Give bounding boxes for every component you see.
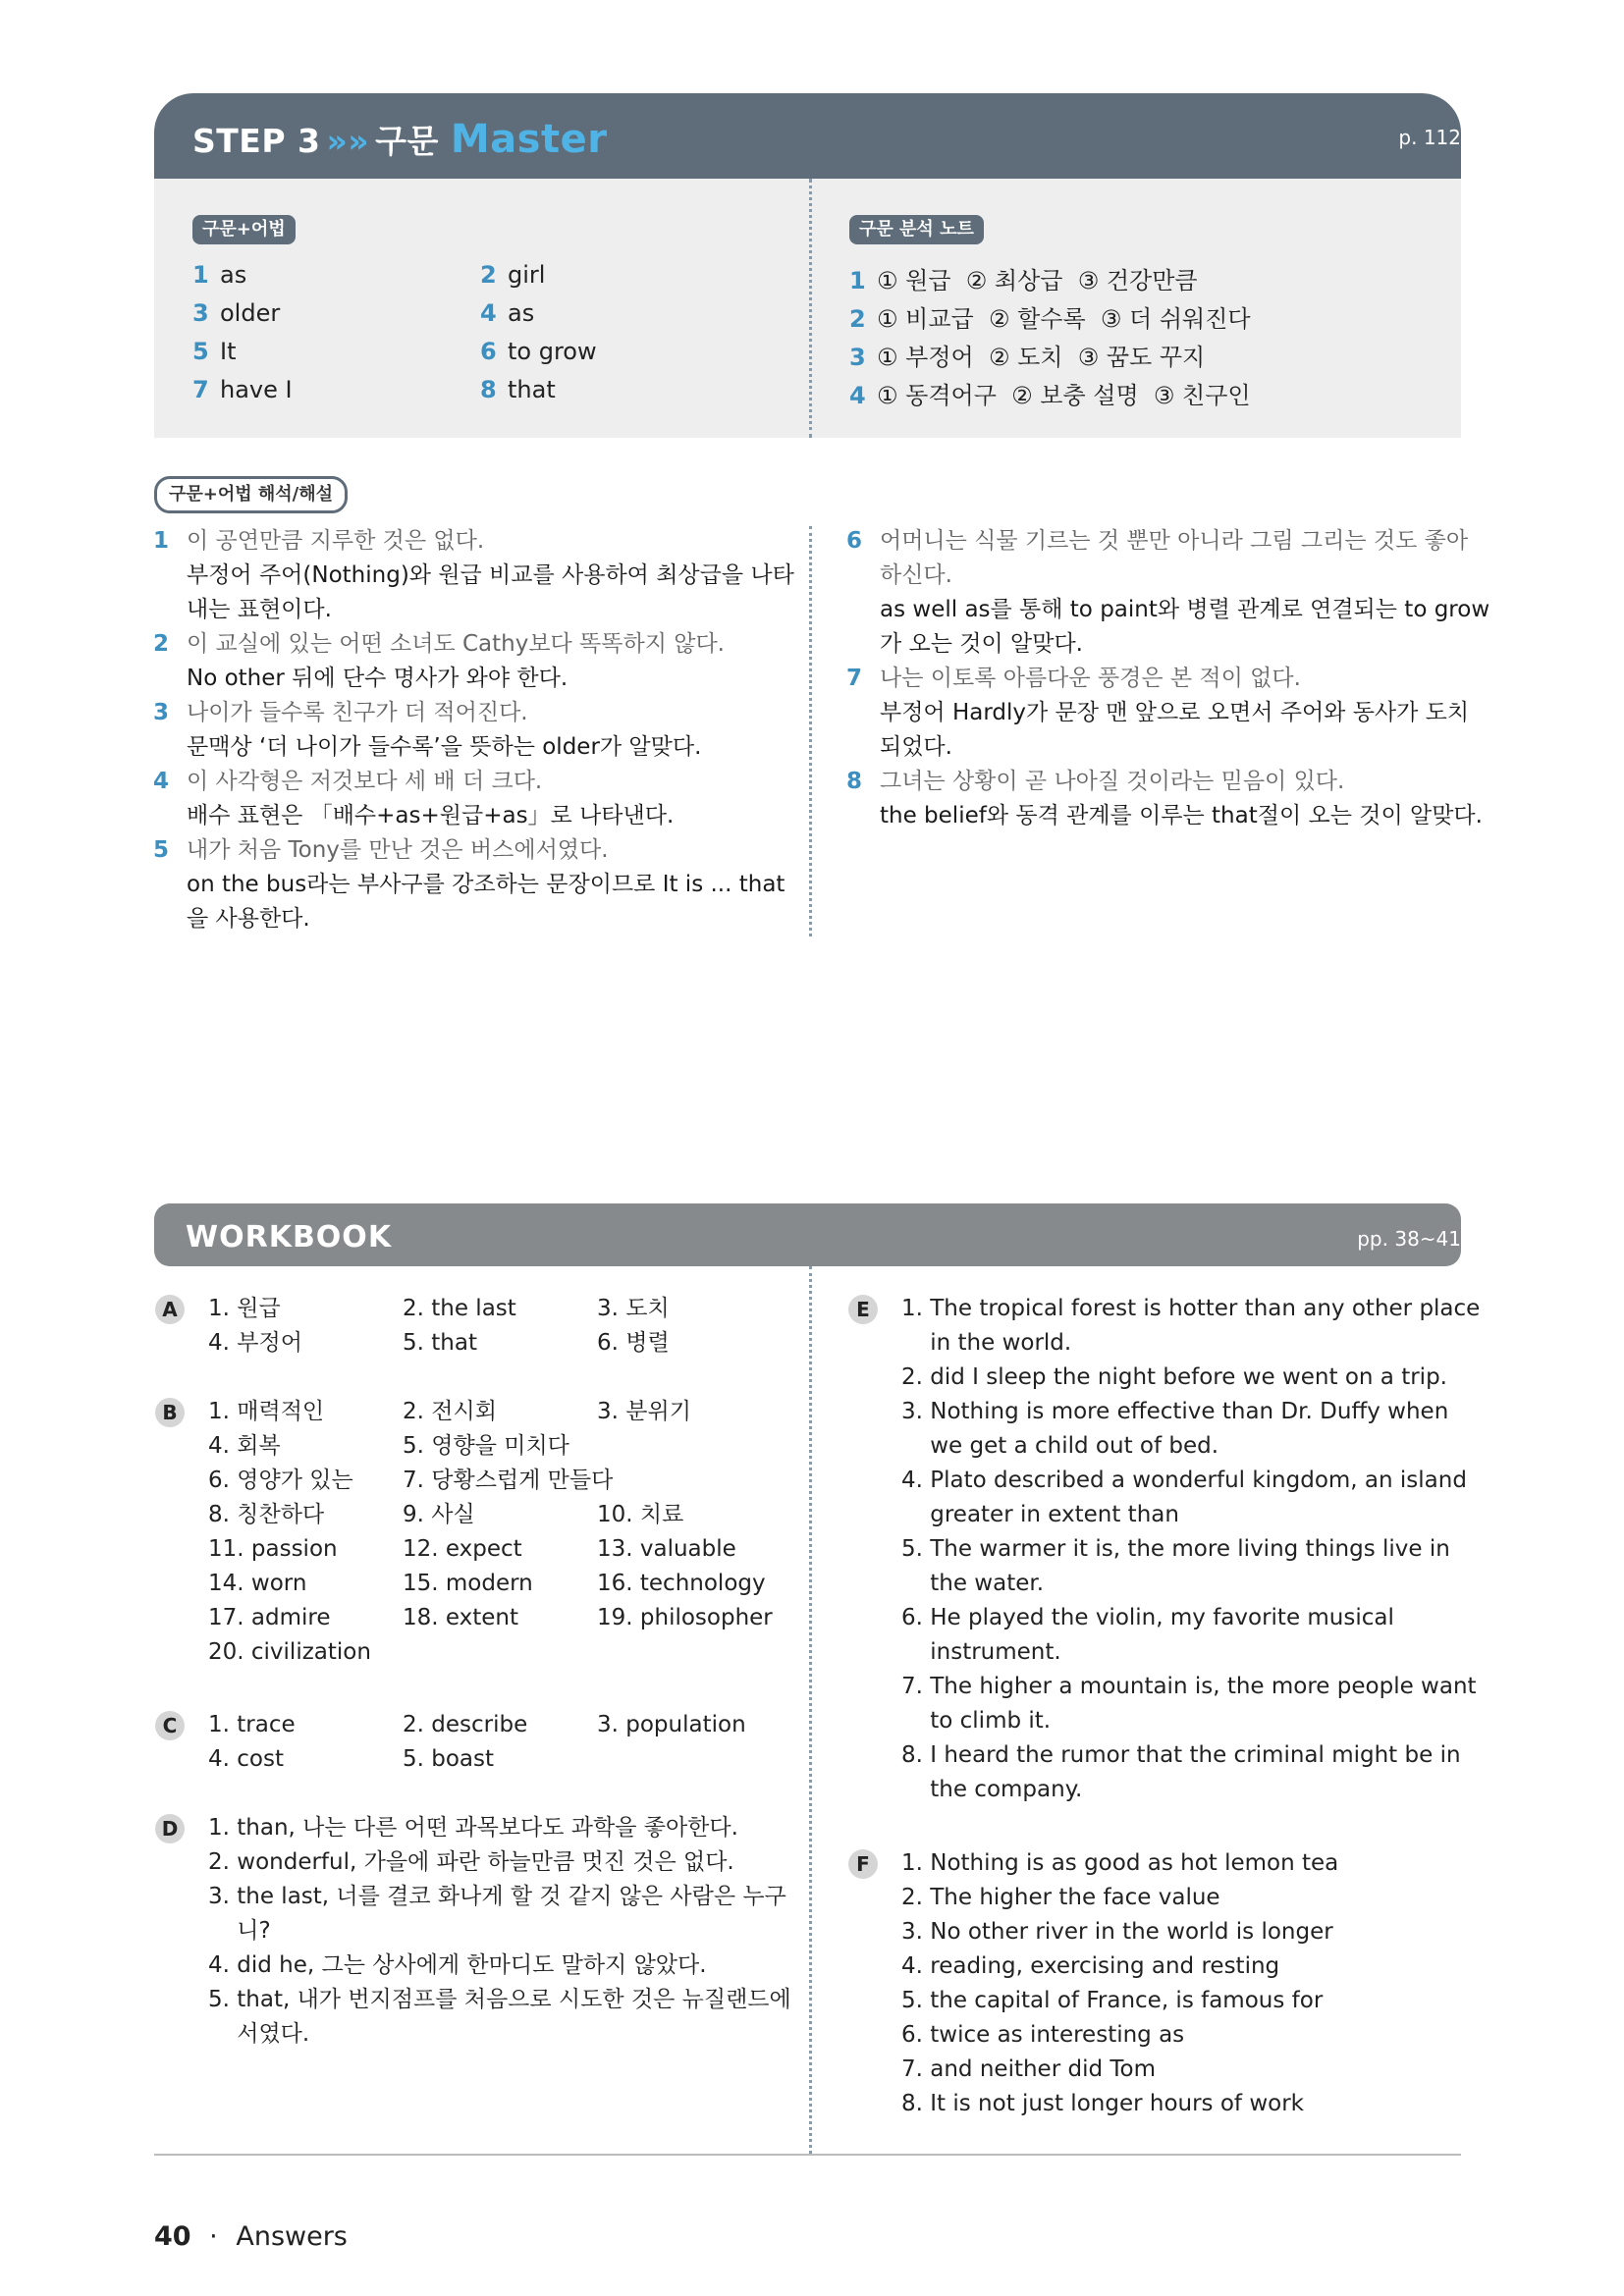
workbook-answer-item: 18. extent [403, 1605, 519, 1630]
workbook-answer-line: 1. The tropical forest is hotter than any other place [901, 1296, 1481, 1321]
answer-text: have I [220, 376, 293, 403]
translation-line: 이 공연만큼 지루한 것은 없다. [187, 528, 485, 554]
page-footer [154, 2221, 348, 2252]
workbook-answer-line: instrument. [901, 1639, 1061, 1665]
step3-answer-panel [154, 179, 1461, 438]
workbook-answer-line: the company. [901, 1777, 1083, 1802]
workbook-answer-item: 9. 사실 [403, 1502, 475, 1527]
workbook-answer-item: 2. the last [403, 1296, 516, 1321]
workbook-answer-item: 6. 영양가 있는 [208, 1468, 353, 1493]
explanation-number: 3 [153, 700, 170, 725]
grammar-answer-item [480, 299, 534, 327]
analysis-answer-item [849, 338, 1205, 372]
workbook-answer-line: 3. the last, 너를 결코 화나게 할 것 같지 않은 사람은 누구 [208, 1884, 786, 1909]
workbook-answer-item: 5. that [403, 1330, 477, 1356]
workbook-answer-line: to climb it. [901, 1708, 1052, 1734]
explain-pill: 구문+어법 해석/해설 [154, 476, 348, 513]
workbook-answer-line: the water. [901, 1571, 1045, 1596]
explanation-item [153, 696, 702, 765]
answer-number: 3 [192, 299, 209, 327]
step3-title [192, 116, 607, 162]
answer-number: 8 [480, 376, 497, 403]
answer-number: 6 [480, 338, 497, 365]
workbook-answer-item: 4. cost [208, 1746, 284, 1772]
section-c-badge: C [155, 1711, 185, 1740]
grammar-answer-item [480, 376, 556, 403]
answer-number: 4 [849, 382, 866, 409]
explain-divider [809, 526, 812, 936]
step-label: STEP 3 [192, 122, 321, 160]
explanation-number: 4 [153, 769, 170, 794]
workbook-answer-line: we get a child out of bed. [901, 1433, 1219, 1459]
explanation-item [153, 524, 794, 627]
answer-text: ① 부정어 ② 도치 ③ 꿈도 꾸지 [877, 344, 1206, 371]
explanation-line: the belief와 동격 관계를 이루는 that절이 오는 것이 알맞다. [880, 803, 1483, 828]
workbook-answer-item: 3. 도치 [597, 1296, 670, 1321]
grammar-answer-item [480, 338, 597, 365]
answer-number: 5 [192, 338, 209, 365]
workbook-answer-line: 6. twice as interesting as [901, 2022, 1185, 2048]
explanation-line: 문맥상 ‘더 나이가 들수록’을 뜻하는 older가 알맞다. [187, 734, 702, 760]
workbook-answer-item: 12. expect [403, 1536, 522, 1562]
answer-text: It [220, 338, 237, 365]
section-e-badge: E [848, 1295, 878, 1324]
analysis-answer-item [849, 376, 1251, 410]
grammar-answer-item [480, 261, 545, 289]
explanation-line: 내는 표현이다. [187, 597, 332, 622]
answer-text: ① 비교급 ② 할수록 ③ 더 쉬워진다 [877, 305, 1251, 333]
workbook-answer-item: 4. 회복 [208, 1433, 281, 1459]
workbook-answer-line: 8. I heard the rumor that the criminal might be in [901, 1742, 1461, 1768]
workbook-answer-item: 8. 칭찬하다 [208, 1502, 325, 1527]
workbook-answer-line: in the world. [901, 1330, 1072, 1356]
workbook-answer-line: 8. It is not just longer hours of work [901, 2091, 1304, 2116]
translation-line: 이 사각형은 저것보다 세 배 더 크다. [187, 769, 543, 794]
explanation-line: as well as를 통해 to paint와 병렬 관계로 연결되는 to grow [880, 597, 1490, 622]
workbook-answer-line: 4. reading, exercising and resting [901, 1953, 1280, 1979]
explanation-item [846, 765, 1483, 833]
workbook-answer-item: 10. 치료 [597, 1502, 684, 1527]
explanation-item [153, 627, 725, 696]
explanation-line: 가 오는 것이 알맞다. [880, 631, 1083, 657]
workbook-answer-line: 5. the capital of France, is famous for [901, 1988, 1324, 2013]
step3-divider [809, 179, 812, 438]
workbook-answer-line: 4. did he, 그는 상사에게 한마디도 말하지 않았다. [208, 1952, 707, 1978]
workbook-answer-item: 1. 매력적인 [208, 1399, 325, 1424]
workbook-answer-item: 2. 전시회 [403, 1399, 497, 1424]
translation-line: 나는 이토록 아름다운 풍경은 본 적이 없다. [880, 666, 1301, 691]
workbook-answer-item: 5. 영향을 미치다 [403, 1433, 569, 1459]
workbook-answer-line: 3. No other river in the world is longer [901, 1919, 1333, 1945]
workbook-answer-line: 2. wonderful, 가을에 파란 하늘만큼 멋진 것은 없다. [208, 1849, 734, 1875]
explanation-item [846, 662, 1470, 765]
double-chevron-icon: »» [326, 122, 370, 160]
explanation-number: 1 [153, 528, 170, 554]
explanation-item [846, 524, 1490, 662]
workbook-answer-item: 6. 병렬 [597, 1330, 670, 1356]
workbook-answer-item: 15. modern [403, 1571, 533, 1596]
page-number: 40 [154, 2221, 191, 2252]
grammar-answer-item [192, 338, 237, 365]
answer-number: 2 [849, 305, 866, 333]
explanation-number: 6 [846, 528, 863, 554]
workbook-title: WORKBOOK [186, 1220, 393, 1255]
workbook-answer-item: 17. admire [208, 1605, 331, 1630]
answer-text: to grow [508, 338, 597, 365]
section-f-badge: F [848, 1849, 878, 1879]
workbook-divider [809, 1266, 812, 2154]
workbook-answer-line: greater in extent than [901, 1502, 1179, 1527]
footer-rule [154, 2154, 1461, 2156]
step-title-master: Master [450, 117, 608, 162]
section-b-badge: B [155, 1398, 185, 1427]
step3-page-ref: p. 112 [1398, 126, 1461, 149]
workbook-answer-item: 11. passion [208, 1536, 338, 1562]
analysis-answer-item [849, 299, 1251, 334]
answer-text: as [508, 299, 535, 327]
explanation-item [153, 765, 675, 833]
workbook-answer-line: 6. He played the violin, my favorite musical [901, 1605, 1394, 1630]
workbook-answer-item: 4. 부정어 [208, 1330, 302, 1356]
explanation-line: 부정어 주어(Nothing)와 원급 비교를 사용하여 최상급을 나타 [187, 562, 794, 588]
translation-line: 하신다. [880, 562, 952, 588]
workbook-answer-item: 16. technology [597, 1571, 766, 1596]
translation-line: 내가 처음 Tony를 만난 것은 버스에서였다. [187, 837, 609, 863]
answer-text: ① 동격어구 ② 보충 설명 ③ 친구인 [877, 382, 1251, 409]
workbook-answer-line: 5. The warmer it is, the more living things live in [901, 1536, 1450, 1562]
answer-number: 7 [192, 376, 209, 403]
answer-text: that [508, 376, 556, 403]
grammar-answer-item [192, 376, 293, 403]
answer-number: 1 [849, 267, 866, 294]
workbook-answer-line: 5. that, 내가 번지점프를 처음으로 시도한 것은 뉴질랜드에 [208, 1987, 791, 2012]
answer-number: 1 [192, 261, 209, 289]
explanation-line: 되었다. [880, 734, 952, 760]
explanation-number: 2 [153, 631, 170, 657]
workbook-answer-item: 3. population [597, 1712, 746, 1737]
answer-text: older [220, 299, 281, 327]
explanation-line: No other 뒤에 단수 명사가 와야 한다. [187, 666, 568, 691]
analysis-note-pill: 구문 분석 노트 [849, 215, 984, 244]
workbook-answer-item: 7. 당황스럽게 만들다 [403, 1468, 614, 1493]
answer-number: 2 [480, 261, 497, 289]
translation-line: 어머니는 식물 기르는 것 뿐만 아니라 그림 그리는 것도 좋아 [880, 528, 1469, 554]
grammar-answer-item [192, 261, 246, 289]
answer-text: as [220, 261, 247, 289]
workbook-answer-item: 1. 원급 [208, 1296, 281, 1321]
analysis-answer-item [849, 261, 1198, 295]
grammar-pill: 구문+어법 [192, 215, 296, 244]
answer-number: 4 [480, 299, 497, 327]
workbook-answer-line: 2. The higher the face value [901, 1885, 1220, 1910]
grammar-answer-item [192, 299, 280, 327]
workbook-answer-item: 20. civilization [208, 1639, 371, 1665]
footer-label: Answers [236, 2221, 348, 2252]
section-d-badge: D [155, 1814, 185, 1843]
workbook-answer-line: 1. Nothing is as good as hot lemon tea [901, 1850, 1339, 1876]
answer-text: ① 원급 ② 최상급 ③ 건강만큼 [877, 267, 1198, 294]
translation-line: 그녀는 상황이 곧 나아질 것이라는 믿음이 있다. [880, 769, 1345, 794]
workbook-answer-line: 1. than, 나는 다른 어떤 과목보다도 과학을 좋아한다. [208, 1815, 738, 1841]
workbook-answer-item: 19. philosopher [597, 1605, 773, 1630]
workbook-answer-item: 2. describe [403, 1712, 528, 1737]
explanation-line: 배수 표현은 「배수+as+원급+as」로 나타낸다. [187, 803, 675, 828]
workbook-answer-item: 1. trace [208, 1712, 296, 1737]
explanation-line: 을 사용한다. [187, 906, 310, 932]
workbook-answer-item: 14. worn [208, 1571, 307, 1596]
workbook-answer-line: 7. The higher a mountain is, the more people want [901, 1674, 1477, 1699]
explanation-number: 7 [846, 666, 863, 691]
workbook-answer-line: 서였다. [208, 2021, 310, 2047]
workbook-answer-line: 3. Nothing is more effective than Dr. Duffy when [901, 1399, 1449, 1424]
translation-line: 나이가 들수록 친구가 더 적어진다. [187, 700, 528, 725]
step-title-korean: 구문 [375, 122, 439, 160]
workbook-answer-line: 니? [208, 1918, 271, 1944]
explanation-line: on the bus라는 부사구를 강조하는 문장이므로 It is ... that [187, 872, 785, 897]
workbook-answer-line: 7. and neither did Tom [901, 2056, 1156, 2082]
workbook-answer-item: 13. valuable [597, 1536, 736, 1562]
workbook-answer-line: 4. Plato described a wonderful kingdom, an island [901, 1468, 1467, 1493]
answer-number: 3 [849, 344, 866, 371]
workbook-answer-line: 2. did I sleep the night before we went on a trip. [901, 1364, 1447, 1390]
section-a-badge: A [155, 1295, 185, 1324]
explanation-item [153, 833, 785, 936]
workbook-page-ref: pp. 38~41 [1357, 1227, 1461, 1251]
explanation-number: 5 [153, 837, 170, 863]
explanation-line: 부정어 Hardly가 문장 맨 앞으로 오면서 주어와 동사가 도치 [880, 700, 1470, 725]
translation-line: 이 교실에 있는 어떤 소녀도 Cathy보다 똑똑하지 않다. [187, 631, 725, 657]
workbook-answer-item: 5. boast [403, 1746, 495, 1772]
explanation-number: 8 [846, 769, 863, 794]
workbook-answer-item: 3. 분위기 [597, 1399, 691, 1424]
answer-text: girl [508, 261, 546, 289]
footer-dot: · [209, 2221, 218, 2252]
